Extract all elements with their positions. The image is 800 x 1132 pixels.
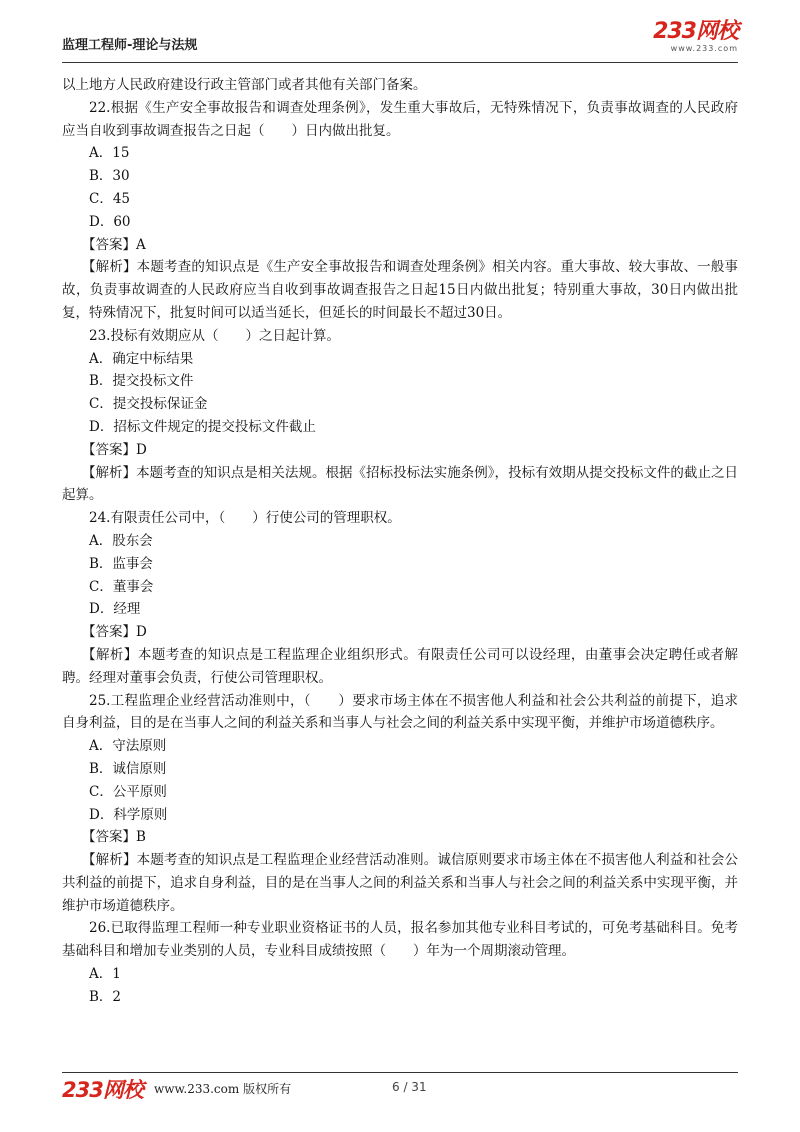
answer-key: 【答案】A [82, 236, 146, 253]
question-stem: 24.有限责任公司中，（ ）行使公司的管理职权。 [89, 510, 401, 527]
logo-text: 233网校 [653, 19, 738, 44]
answer-key: 【答案】B [82, 829, 146, 846]
question-stem: 23.投标有效期应从（ ）之日起计算。 [89, 327, 340, 344]
explanation: 【解析】本题考查的知识点是《生产安全事故报告和调查处理条例》相关内容。重大事故、较大事故、一般事故，负责事故调查的人民政府应当自收到事故调查报告之日起15日内做出批复；特别重大事故，30日内做出批复，特殊情况下，批复时间可以适当延长，但延长的时间最长不超过30日。 [62, 259, 738, 321]
header-divider [62, 62, 738, 63]
answer-option: B．监事会 [89, 555, 153, 572]
answer-option: A．15 [89, 145, 130, 162]
document-title: 监理工程师-理论与法规 [62, 38, 198, 53]
answer-key: 【答案】D [82, 624, 147, 641]
brand-logo [653, 20, 738, 54]
document-body [62, 74, 738, 1009]
answer-option: A．1 [89, 966, 121, 983]
answer-option: D．60 [89, 213, 131, 230]
answer-option: A．股东会 [89, 532, 153, 549]
question-stem: 26.已取得监理工程师一种专业职业资格证书的人员，报名参加其他专业科目考试的，可免考基础科目。免考基础科目和增加专业类别的人员，专业科目成绩按照（ ）年为一个周期滚动管理。 [62, 920, 738, 960]
question-stem: 22.根据《生产安全事故报告和调查处理条例》，发生重大事故后，无特殊情况下，负责事故调查的人民政府应当自收到事故调查报告之日起（ ）日内做出批复。 [62, 99, 738, 139]
explanation: 【解析】本题考查的知识点是工程监理企业经营活动准则。诚信原则要求市场主体在不损害他人利益和社会公共利益的前提下，追求自身利益，目的是在当事人之间的利益关系和当事人与社会之间的利益关系中实现平衡，并维护市场道德秩序。 [62, 852, 738, 914]
copyright-text: www.233.com 版权所有 [154, 1082, 292, 1096]
answer-option: A．确定中标结果 [89, 350, 194, 367]
answer-option: B．2 [89, 988, 122, 1005]
page-header [62, 18, 738, 64]
answer-option: C．董事会 [89, 578, 154, 595]
answer-option: D．招标文件规定的提交投标文件截止 [89, 418, 316, 435]
answer-option: C．公平原则 [89, 783, 167, 800]
answer-option: D．经理 [89, 601, 141, 618]
answer-option: B．30 [89, 168, 130, 185]
answer-option: B．提交投标文件 [89, 373, 194, 390]
body-text: 以上地方人民政府建设行政主管部门或者其他有关部门备案。 [62, 77, 427, 93]
footer-logo: 233网校 [62, 1078, 143, 1102]
answer-key: 【答案】D [82, 441, 147, 458]
explanation: 【解析】本题考查的知识点是工程监理企业组织形式。有限责任公司可以设经理，由董事会决定聘任或者解聘。经理对董事会负责，行使公司管理职权。 [62, 646, 738, 686]
answer-option: C．提交投标保证金 [89, 396, 208, 413]
answer-option: C．45 [89, 190, 131, 207]
footer-divider [62, 1072, 738, 1073]
page-footer [62, 1074, 738, 1100]
answer-option: D．科学原则 [89, 806, 168, 823]
explanation: 【解析】本题考查的知识点是相关法规。根据《招标投标法实施条例》，投标有效期从提交投标文件的截止之日起算。 [62, 464, 738, 504]
answer-option: A．守法原则 [89, 738, 167, 755]
answer-option: B．诚信原则 [89, 760, 167, 777]
logo-url: www.233.com [670, 44, 738, 53]
page-number: 6 / 31 [392, 1080, 427, 1094]
question-stem: 25.工程监理企业经营活动准则中，（ ）要求市场主体在不损害他人利益和社会公共利益的前提下，追求自身利益，目的是在当事人之间的利益关系和当事人与社会之间的利益关系中实现平衡，并维护市场道德秩序。 [62, 692, 738, 732]
